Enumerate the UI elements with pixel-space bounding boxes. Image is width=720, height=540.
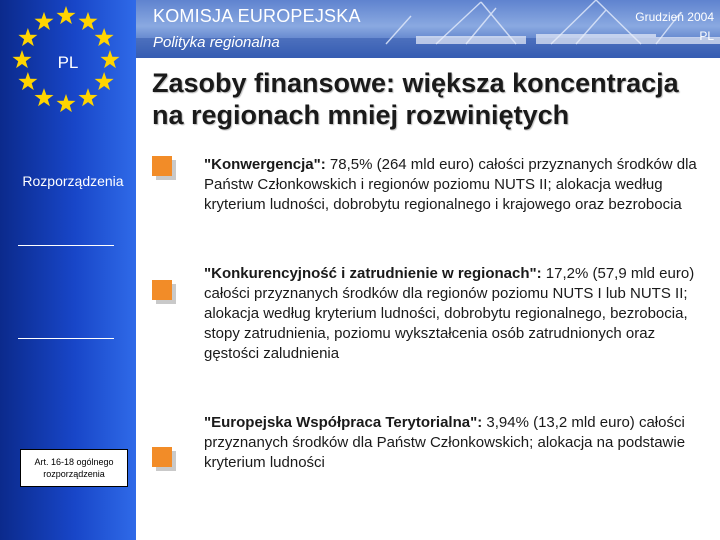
slide-date: Grudzień 2004: [635, 10, 714, 24]
bullet-paragraph: [204, 155, 710, 215]
bullet-square-icon: [152, 280, 176, 304]
star-icon: [78, 88, 97, 106]
slide-title: Zasoby finansowe: większa koncentracja na regionach mniej rozwiniętych: [152, 68, 679, 130]
star-icon: [18, 28, 37, 46]
section-label: Rozporządzenia: [22, 173, 124, 189]
bullet-heading: "Konkurencyjność i zatrudnienie w regionach":: [204, 265, 542, 282]
organization-name: KOMISJA EUROPEJSKA: [153, 6, 361, 26]
star-icon: [95, 28, 114, 46]
bullet-paragraph: [204, 413, 710, 473]
bullet-square-icon: [152, 156, 176, 180]
sidebar-divider: [18, 245, 114, 246]
bullet-heading: "Europejska Współpraca Terytorialna":: [204, 414, 483, 431]
star-icon: [18, 72, 37, 90]
bullet-text: 17,2% (57,9 mld euro) całości przyznanych środków dla regionów poziomu NUTS I lub NUTS II; alokacja według kryterium ludności, dobrobytu regionalnego, bezrobocia, stopy zatrudnienia, poziomu wykształcenia osób zatrudnionych oraz gęstości zaludnienia: [204, 265, 695, 362]
policy-name: Polityka regionalna: [153, 34, 280, 51]
bullet-heading: "Konwergencja":: [204, 156, 326, 173]
sidebar: [0, 0, 136, 540]
star-icon: [34, 88, 53, 106]
bullet-paragraph: [204, 264, 710, 364]
sidebar-divider: [18, 338, 114, 339]
country-code: PL: [57, 53, 79, 72]
star-icon: [34, 12, 53, 30]
star-icon: [78, 12, 97, 30]
star-icon: [56, 6, 75, 24]
bullet-text: 78,5% (264 mld euro) całości przyznanych środków dla Państw Członkowskich i regionów poziomu NUTS II; alokacja według kryterium ludności, dobrobytu regionalnego i krajowego oraz bezrobocia: [204, 156, 697, 213]
star-icon: [100, 50, 119, 68]
bullet-text: 3,94% (13,2 mld euro) całości przyznanych środków dla Państw Członkowskich; alokacja na podstawie kryterium ludności: [204, 414, 686, 471]
language-code: PL: [699, 29, 714, 43]
star-icon: [56, 94, 75, 112]
bullet-square-icon: [152, 447, 176, 471]
regulation-reference: Art. 16-18 ogólnego rozporządzenia: [20, 449, 128, 487]
star-icon: [12, 50, 31, 68]
star-icon: [95, 72, 114, 90]
